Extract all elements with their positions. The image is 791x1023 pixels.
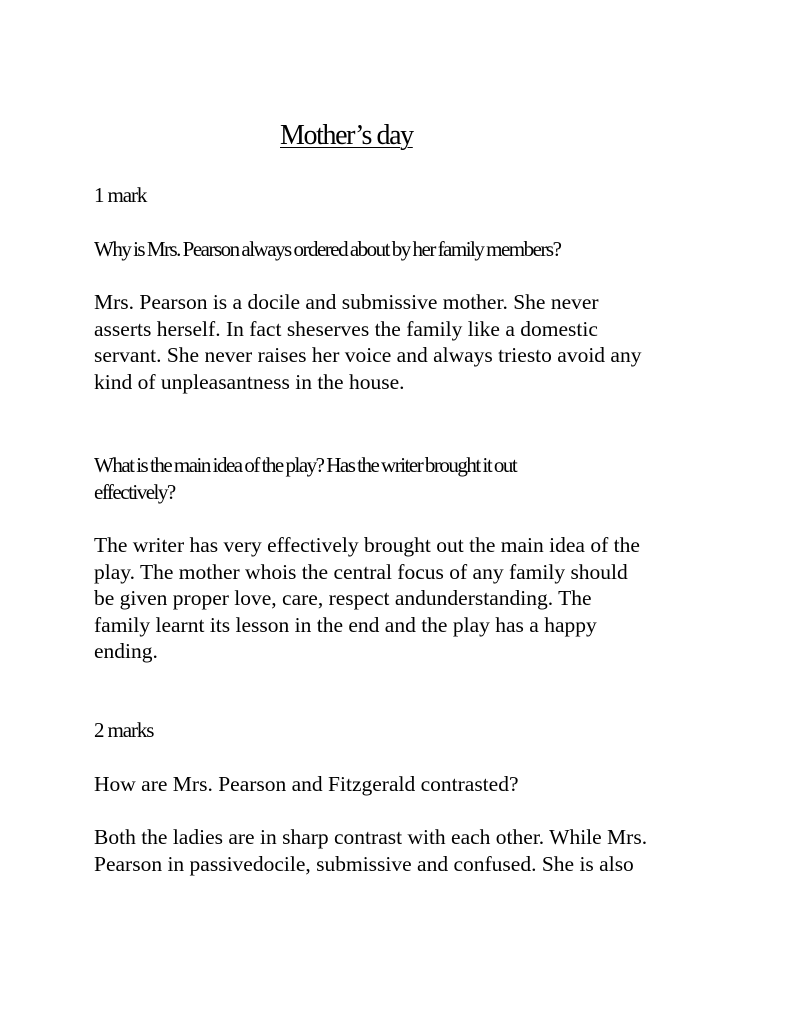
question-1 xyxy=(94,236,694,263)
question-2 xyxy=(94,452,694,506)
question-line: Why is Mrs. Pearson always ordered about by her family members? xyxy=(94,237,561,261)
answer-line: family learnt its lesson in the end and the play has a happy xyxy=(94,612,597,637)
question-line: effectively? xyxy=(94,480,175,504)
answer-line: play. The mother whois the central focus of any family should xyxy=(94,559,628,584)
answer-line: Both the ladies are in sharp contrast with each other. While Mrs. xyxy=(94,825,648,849)
answer-2 xyxy=(94,532,714,665)
section-label-1-mark: 1 mark xyxy=(94,183,147,207)
answer-line: servant. She never raises her voice and always triesto avoid any xyxy=(94,343,642,367)
answer-line: asserts herself. In fact sheserves the family like a domestic xyxy=(94,316,598,341)
question-3 xyxy=(94,771,714,798)
question-line: How are Mrs. Pearson and Fitzgerald contrasted? xyxy=(94,772,519,796)
document-title: Mother’s day xyxy=(280,120,413,151)
answer-line: kind of unpleasantness in the house. xyxy=(94,369,405,394)
section-label-2-marks: 2 marks xyxy=(94,718,154,742)
answer-line: Mrs. Pearson is a docile and submissive mother. She never xyxy=(94,290,599,314)
answer-line: Pearson in passivedocile, submissive and confused. She is also xyxy=(94,851,634,876)
answer-3 xyxy=(94,824,714,877)
answer-line: be given proper love, care, respect andunderstanding. The xyxy=(94,586,592,610)
question-line: What is the main idea of the play? Has the writer brought it out xyxy=(94,453,517,477)
answer-1 xyxy=(94,289,714,395)
answer-line: The writer has very effectively brought out the main idea of the xyxy=(94,533,640,557)
answer-line: ending. xyxy=(94,639,158,663)
